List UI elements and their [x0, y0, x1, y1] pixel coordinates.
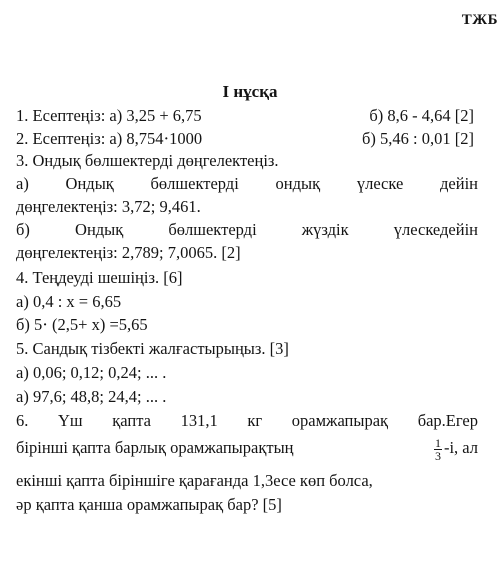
task-2b: б) 5,46 : 0,01 [2]: [362, 129, 474, 148]
one-third-fraction: [434, 437, 442, 462]
task-6-line4: әр қапта қанша орамжапырақ бар? [5]: [16, 495, 282, 514]
task-4a: а) 0,4 : х = 6,65: [16, 292, 122, 311]
task-1b: б) 8,6 - 4,64 [2]: [369, 106, 474, 125]
task-5a: а) 0,06; 0,12; 0,24; ... .: [16, 363, 167, 382]
task-2-line: [16, 128, 478, 149]
task-6-line1: 6. Үш қапта 131,1 кг орамжапырақ бар.Егер: [16, 411, 478, 430]
variant-title: I нұсқа: [222, 82, 278, 101]
task-6-line3: екінші қапта біріншіге қарағанда 1,3есе көп болса,: [16, 471, 373, 490]
task-3b-line1: б) Ондық бөлшектерді жүздік үлескедейін: [16, 220, 478, 239]
task-5-heading: 5. Сандық тізбекті жалғастырыңыз. [3]: [16, 339, 289, 358]
task-3a-line1: а) Ондық бөлшектерді ондық үлеске дейін: [16, 174, 478, 193]
task-1-line: [16, 105, 478, 126]
task-6-fraction-group: [432, 433, 478, 463]
fraction-numerator: 1: [434, 435, 441, 450]
corner-label: ТЖБ: [461, 12, 498, 28]
task-6-line2-text: бірінші қапта барлық орамжапырақтың: [16, 438, 294, 457]
task-3b-line2: дөңгелектеңіз: 2,789; 7,0065. [2]: [16, 243, 241, 262]
task-1a: 1. Есептеңіз: а) 3,25 + 6,75: [16, 106, 202, 125]
fraction-denominator: 3: [434, 448, 441, 463]
task-4b: б) 5⋅ (2,5+ х) =5,65: [16, 315, 148, 334]
task-3-heading: 3. Ондық бөлшектерді дөңгелектеңіз.: [16, 151, 279, 170]
task-2a: 2. Есептеңіз: а) 8,754⋅1000: [16, 129, 203, 148]
task-4-heading: 4. Теңдеуді шешіңіз. [6]: [16, 268, 183, 287]
task-6-line2: [16, 433, 478, 463]
task-5b: а) 97,6; 48,8; 24,4; ... .: [16, 387, 167, 406]
task-6-line2-tail: -і, ал: [443, 438, 478, 457]
task-3a-line2: дөңгелектеңіз: 3,72; 9,461.: [16, 197, 201, 216]
